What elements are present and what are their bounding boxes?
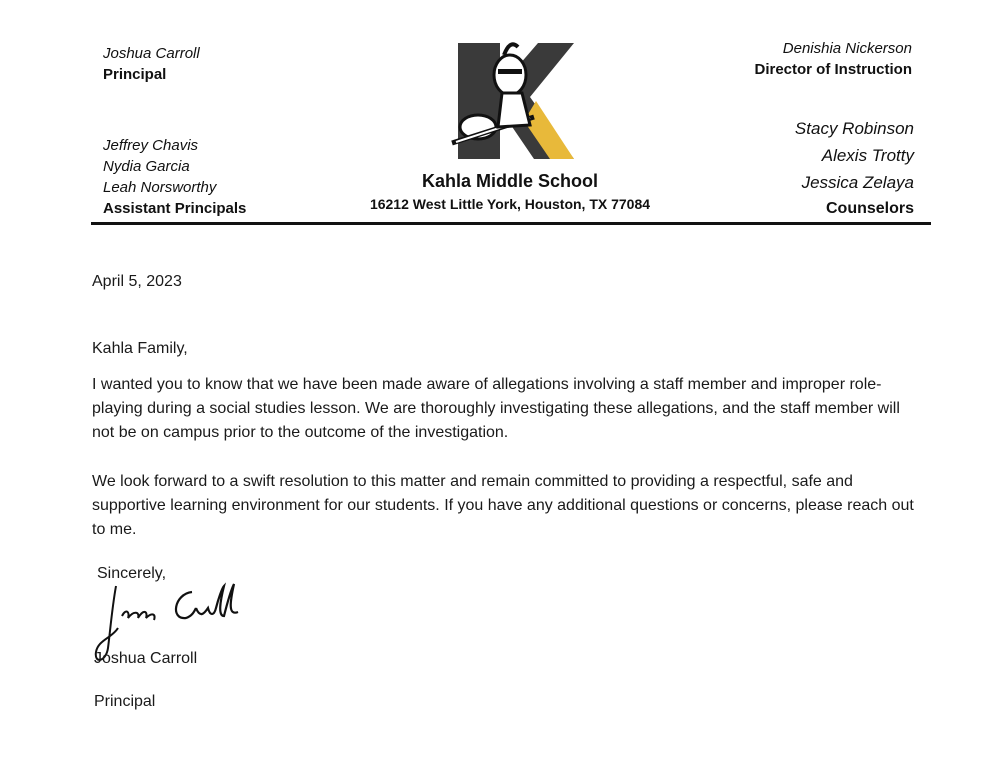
counselors-block	[795, 115, 914, 222]
assistant-principals-block	[103, 135, 246, 219]
signer-title: Principal	[94, 693, 156, 710]
signer-name: Joshua Carroll	[94, 650, 198, 667]
school-address: 16212 West Little York, Houston, TX 77084	[369, 196, 651, 212]
assistant-principals-title: Assistant Principals	[103, 200, 247, 217]
director-block	[754, 38, 912, 80]
principal-name: Joshua Carroll	[103, 45, 200, 62]
letter-paragraph: We look forward to a swift resolution to this matter and remain committed to providing a respectful, safe and supportive learning environment for our students. If you have any additional questions or concerns, please reach out to me.	[92, 473, 914, 538]
assistant-principal-name: Jeffrey Chavis	[103, 137, 199, 154]
principal-block	[103, 43, 200, 85]
director-name: Denishia Nickerson	[782, 40, 912, 57]
counselor-name: Stacy Robinson	[794, 119, 914, 138]
director-title: Director of Instruction	[754, 61, 912, 78]
school-name: Kahla Middle School	[421, 171, 599, 191]
principal-title: Principal	[103, 66, 167, 83]
assistant-principal-name: Nydia Garcia	[103, 158, 190, 175]
header-divider	[91, 222, 931, 225]
counselors-title: Counselors	[825, 200, 914, 217]
counselor-name: Jessica Zelaya	[801, 173, 914, 192]
counselor-name: Alexis Trotty	[821, 146, 914, 165]
salutation: Kahla Family,	[92, 340, 188, 357]
knight-k-logo-icon	[438, 35, 578, 163]
assistant-principal-name: Leah Norsworthy	[103, 179, 217, 196]
letter-closing: Sincerely,	[97, 565, 167, 582]
letter-date: April 5, 2023	[92, 273, 182, 290]
letter-paragraph: I wanted you to know that we have been made aware of allegations involving a staff member and improper role-playing during a social studies lesson. We are thoroughly investigating these allegations, and the staff member will not be on campus prior to the outcome of the investigation.	[92, 376, 900, 441]
